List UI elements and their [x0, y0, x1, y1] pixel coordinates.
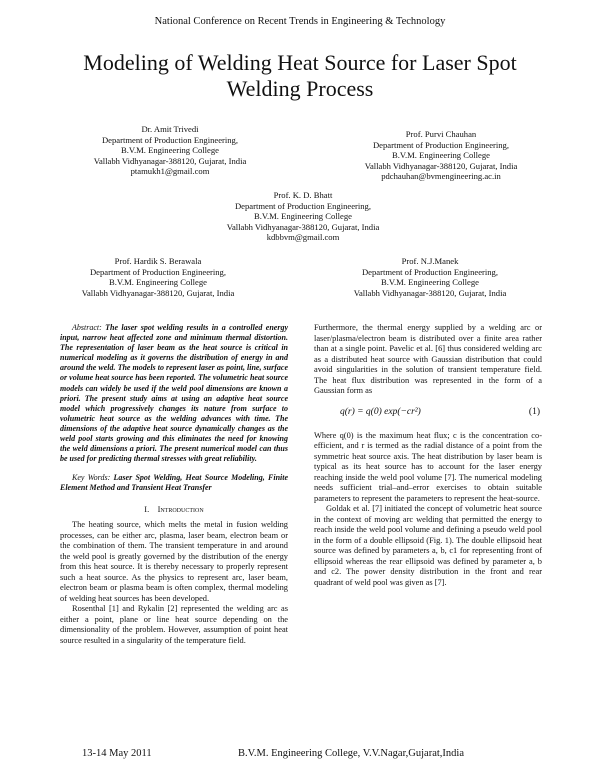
- author-name: Prof. N.J.Manek: [401, 256, 459, 266]
- author-dept: Department of Production Engineering,: [234, 200, 372, 211]
- equation-number: (1): [528, 406, 540, 417]
- author-email: pdchauhan@bvmengineering.ac.in: [381, 171, 501, 182]
- abstract: [60, 323, 288, 464]
- paper-title: [40, 50, 560, 102]
- right-paragraph-1: Furthermore, the thermal energy supplied by a welding arc or laser/plasma/electron beam is distributed over a finite area rather than at a single point. Pavelic et al. [6] thus considered welding arc as a distributed heat source with Gaussian distribution that could avoid singularities in the solution of transient temperature field. The heat flux distribution was represented in the form of a Gaussian form as: [314, 323, 542, 395]
- author-dept: Department of Production Engineering,: [89, 266, 227, 277]
- author-block-1: [70, 124, 270, 177]
- author-college: B.V.M. Engineering College: [392, 150, 490, 161]
- footer-venue: B.V.M. Engineering College, V.V.Nagar,Gujarat,India: [238, 748, 464, 759]
- author-name: Prof. Hardik S. Berawala: [114, 256, 202, 266]
- author-address: Vallabh Vidhyanagar-388120, Gujarat, India: [364, 160, 518, 171]
- author-address: Vallabh Vidhyanagar-388120, Gujarat, India: [226, 221, 380, 232]
- author-address: Vallabh Vidhyanagar-388120, Gujarat, India: [93, 155, 247, 166]
- equation-expression: q(r) = q(0) exp(−cr²): [340, 406, 421, 417]
- author-block-2: [336, 129, 546, 182]
- author-dept: Department of Production Engineering,: [101, 134, 239, 145]
- author-name: Prof. K. D. Bhatt: [273, 190, 333, 200]
- title-line-1: Modeling of Welding Heat Source for Laser Spot: [83, 50, 517, 75]
- equation-1: [314, 403, 542, 425]
- abstract-text: The laser spot welding results in a controlled energy input, narrow heat affected zone and minimum thermal distortion. The representation of laser beam as the heat source is critical in numerical modeling as it governs the distribution of energy in and around the weld. The models to represent laser as point, line, surface or volume heat source has been reported. The volumetric heat source models can widely be used if the weld pool dimensions are known a priori. The present study aims at using an adaptive heat source model which progressively changes its nature from surface to volumetric heat source as the welding advances with time. The dimensions of the adaptive heat source dynamically changes as the weld pool starts growing and this eliminates the need for knowing the weld dimensions a priori. The present numerical model can thus be used for predicting thermal stresses with great reliability.: [60, 323, 288, 464]
- left-column: [60, 323, 288, 646]
- author-name: Prof. Purvi Chauhan: [405, 129, 477, 139]
- right-column: [314, 323, 542, 588]
- right-paragraph-2: Where q(0) is the maximum heat flux; c is the concentration co-efficient, and r is termed as the radial distance of a point from the symmetric heat source axis. The heat distribution by laser beam is typical as its heat source has to account for the laser energy reaching inside the weld pool volume [7]. The numerical modeling needs sufficient trial–and–error exercises to obtain suitable parameters to represent the parameters to represent the heat-source.: [314, 430, 542, 503]
- author-block-3: [196, 190, 410, 243]
- author-address: Vallabh Vidhyanagar-388120, Gujarat, India: [353, 287, 507, 298]
- section-heading: [60, 505, 288, 516]
- title-line-2: Welding Process: [226, 76, 374, 101]
- footer-date: 13-14 May 2011: [82, 748, 152, 759]
- author-email: ptamukh1@gmail.com: [130, 166, 210, 177]
- author-dept: Department of Production Engineering,: [361, 266, 499, 277]
- author-college: B.V.M. Engineering College: [381, 277, 479, 288]
- author-block-5: [330, 256, 530, 298]
- section-number: I.: [144, 504, 150, 514]
- keywords: [60, 473, 288, 493]
- abstract-label: Abstract:: [72, 323, 102, 332]
- author-college: B.V.M. Engineering College: [109, 277, 207, 288]
- author-dept: Department of Production Engineering,: [372, 139, 510, 150]
- author-name: Dr. Amit Trivedi: [141, 124, 199, 134]
- author-college: B.V.M. Engineering College: [121, 145, 219, 156]
- author-email: kdbbvm@gmail.com: [266, 232, 340, 243]
- keywords-label: Key Words:: [72, 473, 111, 483]
- section-title: Introduction: [157, 504, 204, 514]
- running-header: National Conference on Recent Trends in Engineering & Technology: [154, 16, 446, 27]
- author-block-4: [58, 256, 258, 298]
- intro-paragraph-1: The heating source, which melts the metal in fusion welding processes, can be either arc, plasma, laser beam, electron beam or the combination of them. The transient temperature in and around the weld pool is greatly governed by the distribution of the energy from this heat source. It is thereby necessary to properly represent such a heat source. As the physics to represent arc, laser beam, electron beam or plasma beam is often complex, thermal modeling of welding heat sources has been developed.: [60, 520, 288, 603]
- author-address: Vallabh Vidhyanagar-388120, Gujarat, India: [81, 287, 235, 298]
- intro-paragraph-2: Rosenthal [1] and Rykalin [2] represented the welding arc as either a point, plane or line heat source depending on the dimensionality of the problem. However, assumption of point heat source resulted in a singularity of the temperature field.: [60, 604, 288, 645]
- right-paragraph-3: Goldak et al. [7] initiated the concept of volumetric heat source in the context of moving arc welding that permitted the energy to reach inside the weld pool volume and defining a pseudo weld pool in the form of a double ellipsoid (Fig. 1). The double ellipsoid heat source was defined by parameters a, b, c1 for representing front of ellipsoid whereas the rear ellipsoid was defined by parameter a, b and c2. The power density distribution in the front and rear quadrant of weld pool was given as [7].: [314, 504, 542, 587]
- keywords-text: Laser Spot Welding, Heat Source Modeling, Finite Element Method and Transient Heat Transfer: [60, 473, 289, 493]
- author-college: B.V.M. Engineering College: [254, 211, 352, 222]
